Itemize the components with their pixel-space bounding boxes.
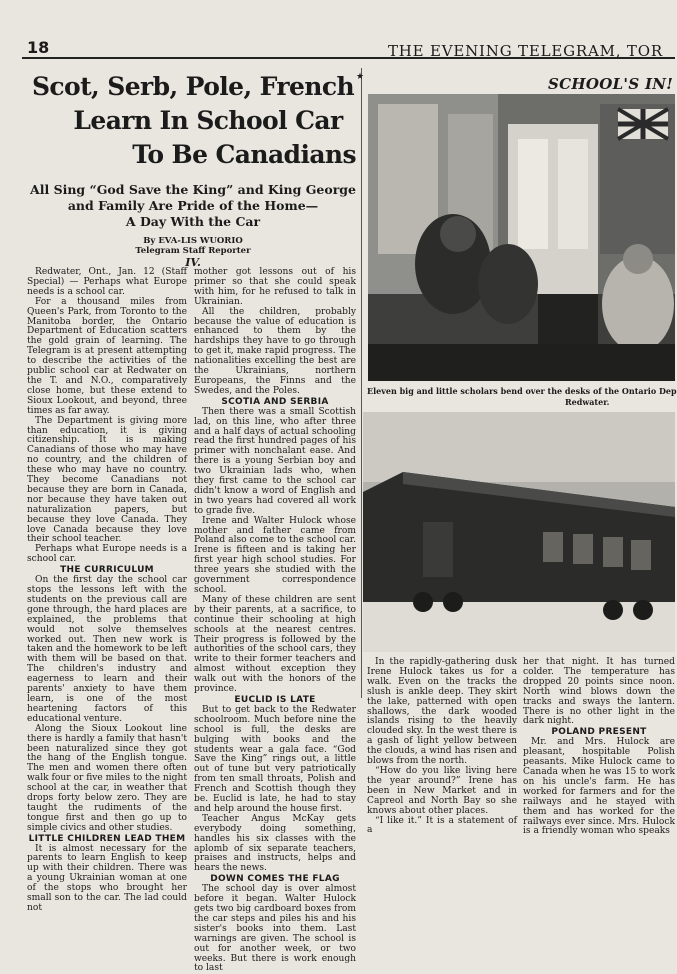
paragraph: Along the Sioux Lookout line there is hardly a family that hasn't been naturalized since they got the hang of the English tongue. The men and women there often walk four or five miles to the night school at the car, in weather that drops forty below zero. They are taught the rudiments of the tongue first and then go up to simple civics and other studies. <box>27 723 187 833</box>
headline-line-2: Learn In School Car <box>73 106 343 135</box>
column-divider <box>361 68 362 698</box>
paragraph: Teacher Angus McKay gets everybody doing something, handles his six classes with the aplomb of six separate teachers, praises and instructs, helps and hears the news. <box>194 813 356 874</box>
caption-line-1: Eleven big and little scholars bend over the desks of the Ontario Dep <box>367 386 677 396</box>
paragraph: On the first day the school car stops the lessons left with the students on the previous call are gone through, the hard places are explained, the problems that would not solve themselves worked out. Then new work is taken and the homework to be left with them will be based on that. The children's industry and eagerness to learn and their parents' anxiety to have them learn, is one of the most heartening factors of this educational venture. <box>27 575 187 724</box>
school-car-photo <box>363 412 675 652</box>
caption-line-2: Redwater. <box>565 397 610 407</box>
school-car-photo-image <box>363 412 675 652</box>
author-role: Telegram Staff Reporter <box>135 246 251 256</box>
subhead: DOWN COMES THE FLAG <box>210 874 340 885</box>
paragraph: The Department is giving more than education, it is giving citizenship. It is making Canadians of those who may have no country, and the children of these who may have no country. They become Canadians not because they are born in Canada, nor because they have taken out naturalization papers, but because they love Canada. They love Canada because they love their school teacher. <box>27 415 187 545</box>
paragraph: All the children, probably because the value of education is enhanced to them by the hardships they have to go through to get it, make rapid progress. The nationalities excelling the best are the Ukrainians, northern Europeans, the Finns and the Swedes, and the Poles. <box>194 306 356 396</box>
article-column-4 <box>523 658 675 860</box>
subheadline <box>26 182 360 230</box>
article-column-2 <box>194 267 356 974</box>
classroom-photo-image <box>368 94 675 381</box>
headline <box>26 70 360 172</box>
paragraph: her that night. It has turned colder. The temperature has dropped 20 points since noon. North wind blows down the tracks and sways the lantern. There is no other light in the dark night. <box>523 657 675 727</box>
paragraph: It is almost necessary for the parents to learn English to keep up with their children. There was a young Ukrainian woman at one of the stops who brought her small son to the car. The lad could not <box>27 843 187 913</box>
photo-section-heading: SCHOOL'S IN! <box>548 75 674 93</box>
paragraph: Redwater, Ont., Jan. 12 (Staff Special) — Perhaps what Europe needs is a school car. <box>27 267 187 297</box>
paragraph: In the rapidly-gathering dusk Irene Hulock takes us for a walk. Even on the tracks the slush is ankle deep. They skirt the lake, patterned with open shallows, the dark wooded islands rising to the heavily clouded sky. In the west there is a gash of light yellow between the clouds, a wind has risen and blows from the north. <box>367 657 517 767</box>
paragraph: “I like it.” It is a statement of a <box>367 815 517 836</box>
headline-line-3: To Be Canadians <box>132 140 356 169</box>
subhead: LITTLE CHILDREN LEAD THEM <box>28 833 186 844</box>
subhead: POLAND PRESENT <box>551 727 647 738</box>
paragraph: “How do you like living here the year around?” Irene has been in New Market and in Capreol and North Bay so she knows about other places. <box>367 765 517 816</box>
paper-name: THE EVENING TELEGRAM, TOR <box>388 42 663 60</box>
paragraph: Irene and Walter Hulock whose mother and father came from Poland also come to the school car. Irene is fifteen and is taking her first year high school studies. For three years she studied with the government correspondence school. <box>194 515 356 595</box>
series-part: IV. <box>185 256 201 269</box>
paragraph: The school day is over almost before it began. Walter Hulock gets two big cardboard boxes from the car steps and piles his and his sister's books into them. Last warnings are given. The school is out for another week, or two weeks. But there is work enough to last <box>194 884 356 974</box>
paragraph: Mr. and Mrs. Hulock are pleasant, hospitable Polish peasants. Mike Hulock came to Canada when he was 15 to work on his uncle's farm. He has worked for farmers and for the railways and he stayed with them and has worked for the railways ever since. Mrs. Hulock is a friendly woman who speaks <box>523 737 675 837</box>
author-name: By EVA-LIS WUORIO <box>143 236 243 246</box>
deck-line-3: A Day With the Car <box>125 214 261 229</box>
paragraph: Many of these children are sent by their parents, at a sacrifice, to continue their schooling at high schools at the nearest centres. Their progress is followed by the authorities of the school cars, they write to their former teachers and almost without exception they walk out with the honors of the province. <box>194 594 356 695</box>
subhead: SCOTIA AND SERBIA <box>221 396 329 407</box>
article-column-3 <box>367 658 517 860</box>
deck-line-2: and Family Are Pride of the Home— <box>67 198 319 213</box>
byline <box>26 236 360 256</box>
header-rule <box>22 57 675 59</box>
star-ornament: ★ <box>356 72 365 82</box>
page-number: 18 <box>27 38 50 57</box>
paragraph: Perhaps what Europe needs is a school car. <box>27 544 187 565</box>
classroom-photo <box>368 94 675 381</box>
paragraph: Then there was a small Scottish lad, on this line, who after three and a half days of actual schooling read the first hundred pages of his primer with nonchalant ease. And there is a young Serbian boy and two Ukrainian lads who, when they first came to the school car didn't know a word of English and in two years had covered all work to grade five. <box>194 406 356 516</box>
paragraph: For a thousand miles from Queen's Park, from Toronto to the Manitoba border, the Ontario Department of Education scatters the gold grain of learning. The Telegram is at present attempting to describe the activities of the public school car at Redwater on the T. and N.O., comparatively close home, but these extend to Sioux Lookout, and beyond, three times as far away. <box>27 296 187 416</box>
subhead: EUCLID IS LATE <box>234 694 316 705</box>
article-column-1 <box>27 267 187 913</box>
photo-caption <box>367 386 675 408</box>
paragraph: But to get back to the Redwater schoolroom. Much before nine the school is full, the desks are bulging with books and the students wear a gala face. “God Save the King” rings out, a little out of tune but very patriotically from ten small throats, Polish and French and Scottish though they be. Euclid is late, he had to stay and help around the house first. <box>194 704 356 814</box>
subhead: THE CURRICULUM <box>60 565 154 576</box>
deck-line-1: All Sing “God Save the King” and King George <box>30 182 356 197</box>
headline-line-1: Scot, Serb, Pole, French <box>31 72 355 101</box>
paragraph: mother got lessons out of his primer so that she could speak with him, for he refused to talk in Ukrainian. <box>194 267 356 307</box>
